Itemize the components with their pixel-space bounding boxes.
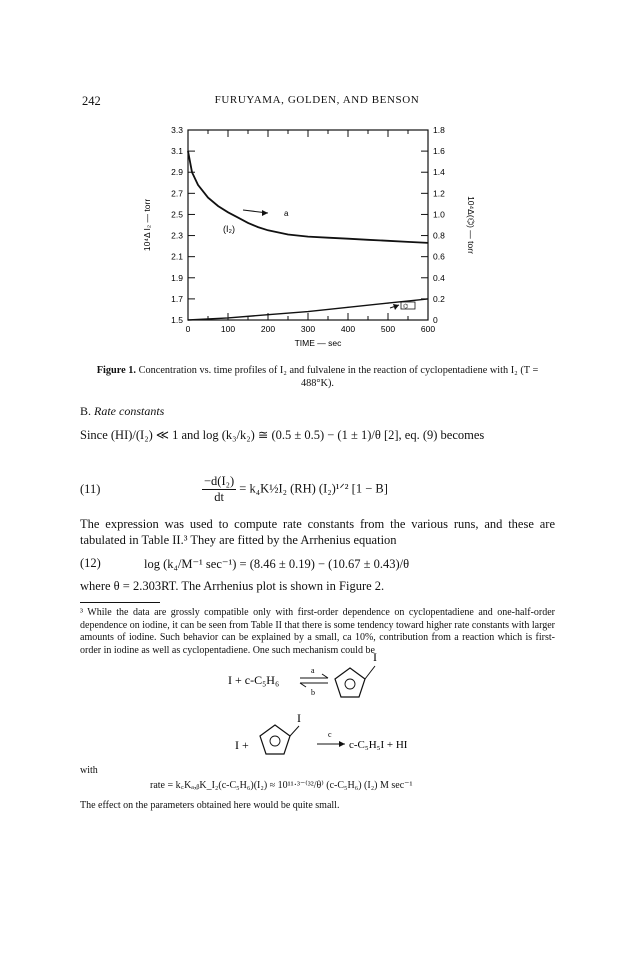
mech2-label-c: c: [328, 730, 332, 739]
footnote-3: ³ While the data are grossly compatible only with first-order dependence on cyclopentadiene and one-half-order dependence on iodine, it can be seen from Table II that there is some tendency toward higher rate constants with larger amounts of iodine. Such behavior can be explained by a small, ca 10%, contribution from a reaction which is first-order in iodine as well as cyclopentadiene. One such mechanism could be: [80, 607, 555, 656]
x-tick-label: 300: [300, 324, 316, 334]
y-right-tick-label: 0.4: [433, 272, 445, 283]
caption-label: Figure 1.: [96, 365, 137, 376]
y-right-tick-label: 0.2: [433, 293, 445, 304]
annotation-i2: (I₂): [223, 224, 235, 234]
mech1-label-a: a: [311, 666, 315, 675]
paragraph-2: The expression was used to compute rate constants from the various runs, and these are tabulated in Table II.³ They are fitted by the Arrhenius equation: [80, 517, 555, 547]
equation-11-numerator: −d(I₂): [204, 474, 235, 488]
y-left-axis-label: 10⁴Δ I₂ — torr: [142, 198, 152, 252]
caption-text: Concentration vs. time profiles of I₂ and fulvalene in the reaction of cyclopentadiene with I₂ (T = 488°K).: [138, 365, 539, 389]
x-axis-label: TIME — sec: [294, 338, 342, 348]
mech1-forward-arrowhead: [322, 674, 328, 678]
annotation-fulvalene: ⌬: [403, 304, 409, 310]
running-head: FURUYAMA, GOLDEN, AND BENSON: [214, 94, 420, 106]
y-right-tick-label: 1.0: [433, 209, 445, 220]
y-left-tick-label: 2.1: [171, 251, 183, 262]
mech1-pentagon-ring: [335, 668, 365, 697]
equation-11-rhs: = k₄K½I₂ (RH) (I₂)¹ᐟ² [1 − B]: [239, 481, 388, 496]
footnote-with: with: [80, 765, 98, 776]
y-left-tick-label: 3.3: [171, 125, 183, 135]
equation-11-number: (11): [80, 482, 101, 496]
x-tick-label: 400: [340, 324, 356, 334]
paragraph-1: Since (HI)/(I₂) ≪ 1 and log (k₃/k₂) ≅ (0.5 ± 0.5) − (1 ± 1)/θ [2], eq. (9) becomes: [80, 428, 485, 442]
y-right-tick-label: 0: [433, 315, 438, 325]
equation-12-number: (12): [80, 556, 101, 570]
mech2-ring-dot: [270, 736, 280, 746]
x-tick-label: 200: [260, 324, 276, 334]
y-right-tick-label: 0.8: [433, 230, 445, 241]
equation-11-denominator: dt: [214, 490, 224, 504]
y-left-tick-label: 2.9: [171, 167, 183, 178]
y-left-tick-label: 2.5: [171, 209, 183, 220]
y-left-tick-label: 2.3: [171, 230, 183, 241]
mech2-bond: [290, 726, 299, 736]
mech2-products: c-C₅H₅I + HI: [349, 739, 408, 751]
y-left-tick-label: 1.7: [171, 293, 183, 304]
footnote-closing: The effect on the parameters obtained here would be quite small.: [80, 800, 340, 811]
mech2-arrowhead: [339, 741, 345, 747]
mech1-reverse-arrowhead: [300, 683, 306, 687]
y-left-tick-label: 3.1: [171, 146, 183, 157]
y-right-tick-label: 1.6: [433, 146, 445, 157]
y-left-tick-label: 1.5: [171, 315, 183, 325]
x-tick-label: 100: [220, 324, 236, 334]
mech1-bond: [365, 666, 375, 679]
page-number: 242: [82, 94, 101, 108]
x-tick-label: 500: [380, 324, 396, 334]
section-title: Rate constants: [94, 404, 165, 418]
x-tick-label: 0: [185, 324, 191, 334]
mech1-label-b: b: [311, 688, 315, 697]
y-right-axis-label: 10⁴Δ(⌬) — torr: [466, 196, 476, 254]
mech2-reactant-iodine: I +: [235, 738, 249, 752]
x-tick-label: 600: [420, 324, 436, 334]
annotation-a: a: [284, 209, 289, 218]
y-right-tick-label: 1.2: [433, 188, 445, 199]
mech1-iodine: I: [373, 650, 377, 664]
mech1-reactants: I + c-C₅H₆: [228, 673, 280, 687]
section-label: B.: [80, 404, 92, 418]
y-right-tick-label: 1.4: [433, 167, 445, 178]
mech2-pentagon-ring: [260, 725, 290, 754]
paragraph-3: where θ = 2.303RT. The Arrhenius plot is shown in Figure 2.: [80, 579, 385, 593]
footnote-rate-equation: rate = k꜀Kₐ,ᵦK_I₂(c-C₅H₆)(I₂) ≈ 10¹¹·³⁻⁽³²/θ⁾ (c-C₅H₆) (I₂) M sec⁻¹: [150, 780, 413, 791]
y-left-tick-label: 2.7: [171, 188, 183, 199]
mech1-ring-dot: [345, 679, 355, 689]
y-right-tick-label: 0.6: [433, 251, 445, 262]
y-left-tick-label: 1.9: [171, 272, 183, 283]
mech2-iodine: I: [297, 711, 301, 725]
equation-12-body: log (k₄/M⁻¹ sec⁻¹) = (8.46 ± 0.19) − (10.67 ± 0.43)/θ: [144, 557, 410, 571]
y-right-tick-label: 1.8: [433, 125, 445, 135]
